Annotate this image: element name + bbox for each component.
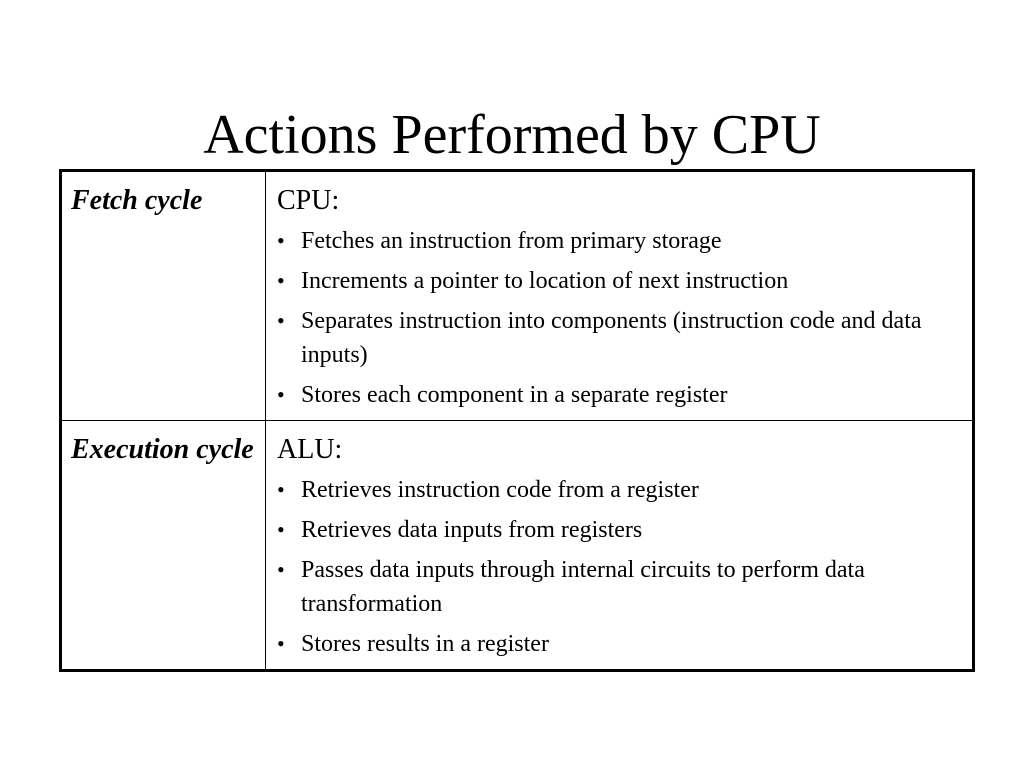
phase-label-execution: Execution cycle: [71, 434, 254, 465]
table-row-fetch: [61, 171, 974, 421]
phase-cell: [61, 171, 266, 421]
list-item: • Passes data inputs through internal circuits to perform data transformation: [277, 553, 962, 621]
list-item: • Retrieves data inputs from registers: [277, 513, 962, 547]
table-row-execution: [61, 421, 974, 671]
unit-heading-alu: ALU:: [277, 434, 343, 465]
list-item: • Stores each component in a separate register: [277, 378, 962, 412]
list-item: • Stores results in a register: [277, 627, 962, 661]
fetch-action-list: [266, 224, 972, 412]
execution-action-list: [266, 473, 972, 661]
cpu-actions-table: [59, 169, 975, 672]
list-item: • Separates instruction into components (instruction code and data inputs): [277, 304, 962, 372]
phase-cell: [61, 421, 266, 671]
actions-cell: [266, 171, 974, 421]
slide-title: Actions Performed by CPU: [203, 104, 821, 166]
actions-cell: [266, 421, 974, 671]
list-item: • Fetches an instruction from primary storage: [277, 224, 962, 258]
unit-heading-cpu: CPU:: [277, 185, 340, 216]
phase-label-fetch: Fetch cycle: [71, 185, 203, 216]
list-item: • Increments a pointer to location of next instruction: [277, 264, 962, 298]
list-item: • Retrieves instruction code from a register: [277, 473, 962, 507]
